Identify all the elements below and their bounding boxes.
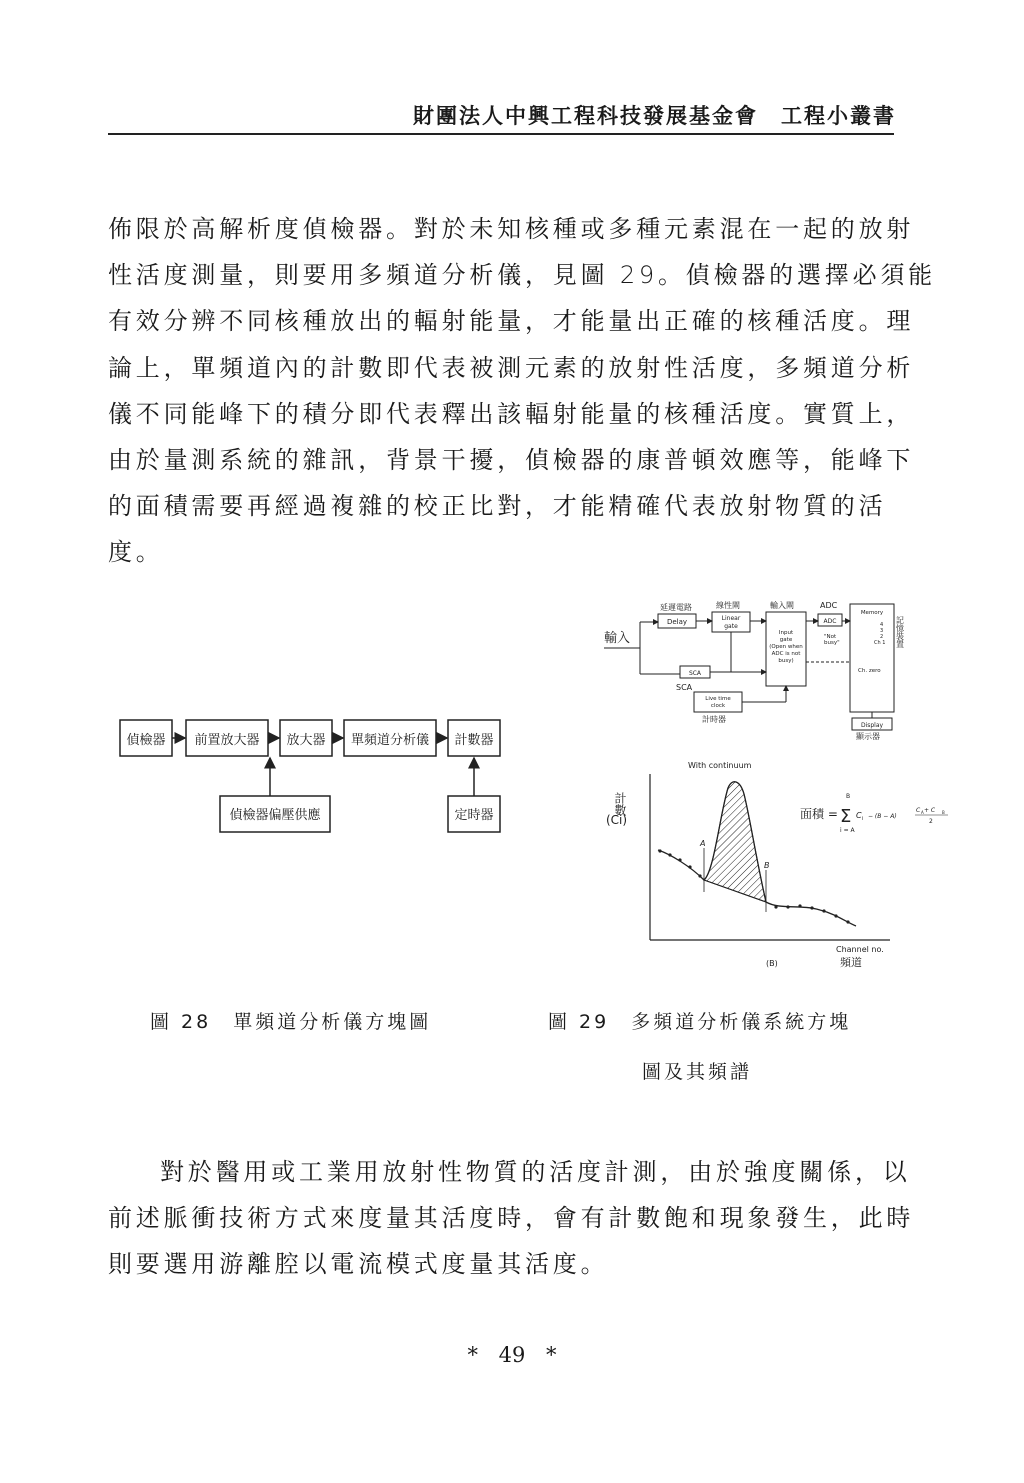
page-number: * 49 * [467,1343,557,1367]
timer-cn-label: 計時器 [702,715,726,724]
spectrum-ylabel-unit: (Ci) [606,813,628,827]
recorder-cn-label: 記憶裝置 [895,616,905,648]
block-amplifier [280,720,332,756]
block-counter-label: 計數器 [454,733,494,748]
formula-frac-num: C [916,807,921,814]
formula-body: C [856,811,862,820]
not-busy-1: busy" [824,640,840,646]
memory-ch-2: 2 [880,634,884,640]
memory-ch-1: Ch 1 [874,640,886,646]
header-title: 財團法人中興工程科技發展基金會 工程小叢書 [413,104,896,128]
input-gate-en-1: gate [779,637,793,643]
block-detector [120,720,172,756]
block-timer [448,796,500,832]
display-cn-label: 顯示器 [856,732,880,741]
spectrum-ylabel-cn: 計數 [613,792,627,816]
figure-29-caption-line2: 圖及其頻譜 [642,1061,753,1083]
live-time-box [694,692,742,712]
paragraph-2 [108,1149,915,1288]
marker-b: B [764,861,770,870]
figure-28-caption: 圖 28 單頻道分析儀方塊圖 [150,1011,432,1033]
block-sca-label: 單頻道分析儀 [350,733,430,748]
block-preamp-label: 前置放大器 [194,733,260,748]
adc-box-label: ADC [823,618,837,625]
paragraph-2-line: 前述脈衝技術方式來度量其活度時，會有計數飽和現象發生，此時 [108,1204,915,1233]
block-counter [448,720,500,756]
paragraph-1-line: 儀不同能峰下的積分即代表釋出該輻射能量的核種活度。實質上， [108,399,915,428]
block-detector-label: 偵檢器 [126,733,166,748]
memory-label: Memory [860,610,884,616]
paragraph-1 [108,206,936,576]
paragraph-1-line: 度。 [108,538,164,567]
figure-29-caption-line1: 圖 29 多頻道分析儀系統方塊 [548,1011,852,1033]
formula-frac-plus: + C [924,807,936,814]
marker-a: A [700,839,706,848]
spectrum-xlabel-en: Channel no. [836,945,884,954]
formula-sum-bottom: i = A [840,827,855,834]
live-time-0: Live time [705,696,731,702]
area-formula [800,793,948,834]
sca-label: SCA [676,683,693,692]
linear-gate-en1: Linear [721,615,741,622]
input-gate-en-3: ADC is not [771,651,801,657]
block-sca [344,720,436,756]
delay-en-label: Delay [666,618,688,626]
memory-box [850,604,894,712]
formula-label: 面積 = [800,807,838,821]
formula-frac-den: 2 [929,818,933,825]
input-gate-cn-label: 輸入閘 [770,601,794,610]
not-busy-0: "Not [824,634,837,640]
input-gate-en-2: (Open when [769,644,803,650]
spectrum-sublabel: (B) [766,959,778,968]
paragraph-2-line: 則要選用游離腔以電流模式度量其活度。 [108,1250,609,1279]
svg-text:Σ: Σ [840,806,852,827]
paragraph-1-line: 佈限於高解析度偵檢器。對於未知核種或多種元素混在一起的放射 [108,215,915,243]
adc-label: ADC [820,601,838,610]
delay-cn-label: 延遲電路 [660,603,692,612]
formula-frac-sub-a: A [921,810,924,815]
sca-box-label: SCA [688,670,702,677]
spectrum-title: With continuum [688,761,752,770]
live-time-1: clock [710,703,726,709]
paragraph-1-line: 由於量測系統的雜訊，背景干擾，偵檢器的康普頓效應等，能峰下 [108,446,915,475]
block-preamp [186,720,268,756]
paragraph-1-line: 論上，單頻道內的計數即代表被測元素的放射性活度，多頻道分析 [108,353,915,382]
figure-28-diagram [110,700,510,850]
input-gate-en-0: Input [778,630,794,636]
peak-area [704,782,766,902]
paragraph-1-line: 的面積需要再經過複雜的校正比對，才能精確代表放射物質的活 [108,492,887,521]
mca-input-label: 輸入 [604,631,631,646]
block-bias-supply-label: 偵檢器偏壓供應 [229,808,321,823]
spectrum-curve [658,782,856,926]
formula-sum-top: B [846,793,851,800]
block-bias-supply [220,796,330,832]
memory-ch-4: 4 [880,622,884,628]
memory-ch-3: 3 [880,628,884,634]
block-amplifier-label: 放大器 [286,733,326,748]
ch-zero-label: Ch. zero [858,668,881,674]
header-divider [108,133,894,135]
spectrum-xlabel-cn: 頻道 [840,956,862,969]
input-gate-en-4: busy) [778,658,794,664]
block-timer-label: 定時器 [454,808,494,823]
formula-frac-sub-b: B [942,810,945,815]
display-label: Display [860,722,884,729]
paragraph-1-line: 有效分辨不同核種放出的輻射能量，才能量出正確的核種活度。理 [108,307,915,336]
formula-sub: i [862,816,864,822]
paragraph-1-line: 性活度測量，則要用多頻道分析儀，見圖 29。偵檢器的選擇必須能 [108,261,936,290]
formula-minus: − (B − A) [868,813,897,820]
figure-29-block-diagram [590,594,930,744]
paragraph-2-line: 對於醫用或工業用放射性物質的活度計測，由於強度關係，以 [160,1158,911,1186]
linear-gate-cn-label: 線性閘 [716,601,740,610]
figure-29-spectrum [600,754,960,974]
linear-gate-en2: gate [724,623,738,630]
